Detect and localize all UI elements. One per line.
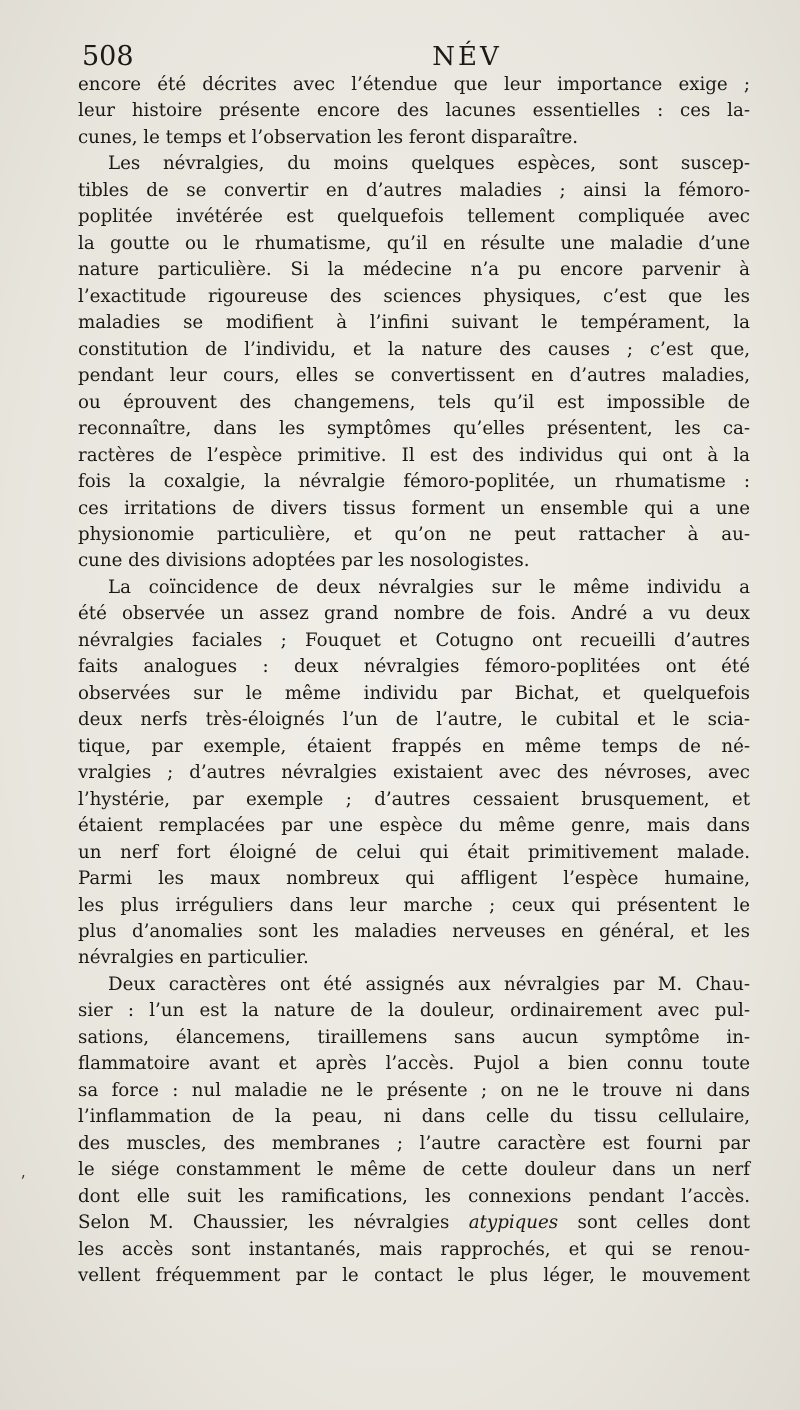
text-line: les accès sont instantanés, mais rapprochés, et qui se renou- bbox=[78, 1238, 750, 1260]
text-line: ractères de l’espèce primitive. Il est des individus qui ont à la bbox=[78, 444, 750, 466]
text-line: flammatoire avant et après l’accès. Pujol a bien connu toute bbox=[78, 1053, 750, 1075]
text-line: physionomie particulière, et qu’on ne peut rattacher à au- bbox=[78, 523, 750, 545]
text-line: cunes, le temps et l’observation les feront disparaître. bbox=[78, 126, 579, 148]
text-line: reconnaître, dans les symptômes qu’elles présentent, les ca- bbox=[78, 418, 750, 440]
text-line: cune des divisions adoptées par les nosologistes. bbox=[78, 550, 530, 572]
text-line: nature particulière. Si la médecine n’a pu encore parvenir à bbox=[78, 259, 750, 281]
page-header bbox=[82, 40, 722, 74]
text-line: fois la coxalgie, la névralgie fémoro-poplitée, un rhumatisme : bbox=[78, 471, 750, 493]
text-line: le siége constamment le même de cette douleur dans un nerf bbox=[78, 1159, 750, 1181]
text-line: La coïncidence de deux névralgies sur le même individu a bbox=[108, 576, 750, 598]
text-line: faits analogues : deux névralgies fémoro-poplitées ont été bbox=[78, 656, 750, 678]
text-line: été observée un assez grand nombre de fois. André a vu deux bbox=[78, 603, 750, 625]
text-line: tibles de se convertir en d’autres maladies ; ainsi la fémoro- bbox=[78, 179, 750, 201]
text-line: deux nerfs très-éloignés l’un de l’autre, le cubital et le scia- bbox=[78, 709, 750, 731]
text-line: les plus irréguliers dans leur marche ; ceux qui présentent le bbox=[78, 894, 750, 916]
text-line: étaient remplacées par une espèce du même genre, mais dans bbox=[78, 815, 750, 837]
text-line: Les névralgies, du moins quelques espèces, sont suscep- bbox=[108, 153, 750, 175]
text-line: maladies se modifient à l’infini suivant le tempérament, la bbox=[78, 312, 750, 334]
text-line: un nerf fort éloigné de celui qui était primitivement malade. bbox=[78, 841, 750, 863]
text-line: Parmi les maux nombreux qui affligent l’espèce humaine, bbox=[78, 868, 750, 890]
text-line: vralgies ; d’autres névralgies existaient avec des névroses, avec bbox=[78, 762, 750, 784]
body-text bbox=[78, 72, 750, 1290]
text-line: l’inflammation de la peau, ni dans celle du tissu cellulaire, bbox=[78, 1106, 750, 1128]
text-line: névralgies faciales ; Fouquet et Cotugno ont recueilli d’autres bbox=[78, 629, 750, 651]
text-line: sa force : nul maladie ne le présente ; on ne le trouve ni dans bbox=[78, 1079, 750, 1101]
text-line: l’exactitude rigoureuse des sciences physiques, c’est que les bbox=[78, 285, 750, 307]
text-line: poplitée invétérée est quelquefois tellement compliquée avec bbox=[78, 206, 750, 228]
text-line: Deux caractères ont été assignés aux névralgies par M. Chau- bbox=[108, 973, 750, 995]
running-head: NÉV bbox=[432, 42, 502, 72]
text-line: ou éprouvent des changemens, tels qu’il est impossible de bbox=[78, 391, 750, 413]
text-line: constitution de l’individu, et la nature des causes ; c’est que, bbox=[78, 338, 750, 360]
margin-mark: ʼ bbox=[20, 1172, 26, 1191]
text-line: la goutte ou le rhumatisme, qu’il en résulte une maladie d’une bbox=[78, 232, 750, 254]
text-line: tique, par exemple, étaient frappés en même temps de né- bbox=[78, 735, 750, 757]
text-line: l’hystérie, par exemple ; d’autres cessaient brusquement, et bbox=[78, 788, 750, 810]
italic-term: atypiques bbox=[468, 1212, 559, 1234]
text-line: vellent fréquemment par le contact le plus léger, le mouvement bbox=[78, 1265, 750, 1287]
page-number: 508 bbox=[82, 41, 134, 72]
text-line: des muscles, des membranes ; l’autre caractère est fourni par bbox=[78, 1132, 750, 1154]
text-line: plus d’anomalies sont les maladies nerveuses en général, et les bbox=[78, 921, 750, 942]
text-line: dont elle suit les ramifications, les connexions pendant l’accès. bbox=[78, 1185, 750, 1207]
text-line: Selon M. Chaussier, les névralgies atypiques sont celles dont bbox=[78, 1212, 751, 1234]
text-line: sations, élancemens, tiraillemens sans aucun symptôme in- bbox=[78, 1026, 750, 1048]
text-line: ces irritations de divers tissus forment un ensemble qui a une bbox=[78, 497, 750, 519]
text-line: pendant leur cours, elles se convertissent en d’autres maladies, bbox=[78, 365, 750, 387]
text-line: observées sur le même individu par Bichat, et quelquefois bbox=[78, 682, 750, 704]
text-line: névralgies en particulier. bbox=[78, 947, 309, 969]
text-line: encore été décrites avec l’étendue que leur importance exige ; bbox=[78, 74, 750, 95]
text-line: leur histoire présente encore des lacunes essentielles : ces la- bbox=[78, 100, 750, 122]
text-line: sier : l’un est la nature de la douleur, ordinairement avec pul- bbox=[78, 1000, 750, 1022]
